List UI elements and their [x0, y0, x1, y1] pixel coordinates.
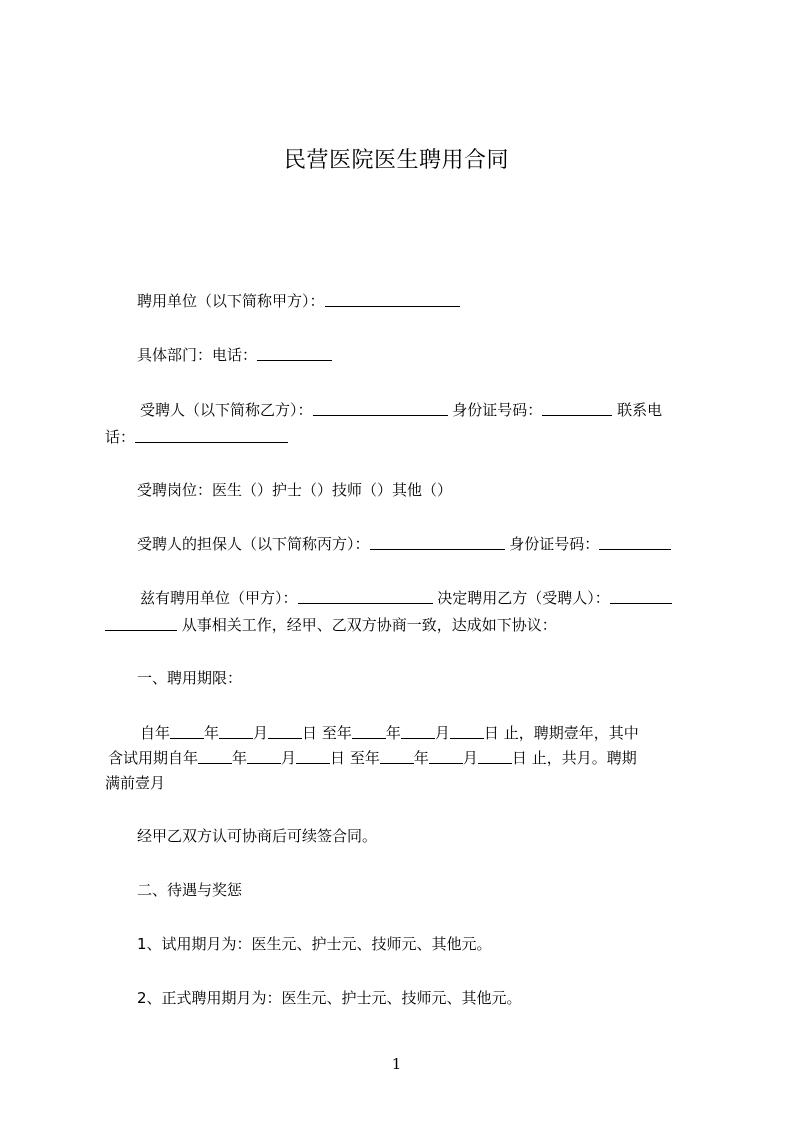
- employee-id-label: 身份证号码：: [452, 401, 543, 419]
- phone-blank[interactable]: [257, 345, 332, 361]
- term-to-label: 至年: [321, 724, 352, 742]
- term-day: 日: [483, 724, 499, 742]
- employer-line: [105, 288, 729, 314]
- term-blank[interactable]: [478, 748, 512, 764]
- term-blank[interactable]: [380, 748, 414, 764]
- term-line-2: [105, 745, 700, 771]
- contact-label-cont: 话：: [105, 428, 136, 446]
- employee-line: [105, 397, 732, 423]
- guarantor-blank[interactable]: [370, 534, 505, 550]
- term-day: 日: [302, 724, 318, 742]
- guarantor-id-label: 身份证号码：: [509, 535, 600, 553]
- position-line: 受聘岗位：医生（）护士（）技师（）其他（）: [137, 481, 453, 499]
- term-line-1: [105, 720, 732, 746]
- term-day: 日: [511, 749, 527, 767]
- hire-employee-label: 决定聘用乙方（受聘人）：: [437, 589, 610, 607]
- contact-line: [105, 424, 697, 450]
- employee-label: 受聘人（以下简称乙方）：: [140, 401, 313, 419]
- hire-employee-blank[interactable]: [610, 588, 672, 604]
- guarantor-id-blank[interactable]: [599, 534, 671, 550]
- term-day: 日: [330, 749, 346, 767]
- term-tail: 止，聘期壹年，其中: [503, 724, 639, 742]
- guarantor-label: 受聘人的担保人（以下简称丙方）：: [137, 535, 370, 553]
- term-month: 月: [434, 724, 450, 742]
- employer-label: 聘用单位（以下简称甲方）：: [137, 292, 325, 310]
- section-2-heading: 二、待遇与奖惩: [137, 881, 243, 899]
- term-year: 年: [385, 724, 401, 742]
- term-from-label: 自年: [140, 724, 171, 742]
- term-year: 年: [204, 724, 220, 742]
- term-blank[interactable]: [170, 723, 204, 739]
- guarantor-line: [105, 531, 729, 557]
- term-blank[interactable]: [429, 748, 463, 764]
- probation-tail: 止，共月。聘期: [531, 749, 637, 767]
- employee-id-blank[interactable]: [542, 400, 612, 416]
- probation-to-label: 至年: [349, 749, 380, 767]
- term-blank[interactable]: [352, 723, 386, 739]
- contact-phone-blank[interactable]: [135, 427, 288, 443]
- hire-line-2: [105, 612, 697, 638]
- term-month: 月: [253, 724, 269, 742]
- term-blank[interactable]: [450, 723, 484, 739]
- renew-line: 经甲乙双方认可协商后可续签合同。: [137, 827, 378, 845]
- term-blank[interactable]: [198, 748, 232, 764]
- pay-item-1: 1、试用期月为：医生元、护士元、技师元、其他元。: [137, 935, 492, 953]
- hire-statement: 从事相关工作，经甲、乙双方协商一致，达成如下协议：: [181, 616, 557, 634]
- term-month: 月: [281, 749, 297, 767]
- term-blank[interactable]: [219, 723, 253, 739]
- contact-label: 联系电: [617, 401, 663, 419]
- page-number: 1: [391, 1055, 402, 1073]
- probation-from-label: 含试用期自年: [108, 749, 199, 767]
- department-line: [105, 342, 729, 368]
- term-year: 年: [232, 749, 248, 767]
- term-month: 月: [462, 749, 478, 767]
- term-year: 年: [413, 749, 429, 767]
- department-label: 具体部门：电话：: [137, 346, 258, 364]
- hire-employee-blank-cont[interactable]: [105, 615, 177, 631]
- term-blank[interactable]: [296, 748, 330, 764]
- term-blank[interactable]: [268, 723, 302, 739]
- hire-employer-blank[interactable]: [298, 588, 433, 604]
- term-line-3: 满前壹月: [105, 774, 166, 792]
- hire-line-1: [105, 585, 732, 611]
- employer-blank[interactable]: [325, 291, 460, 307]
- section-1-heading: 一、聘用期限：: [137, 669, 243, 687]
- term-blank[interactable]: [247, 748, 281, 764]
- pay-item-2: 2、正式聘用期月为：医生元、护士元、技师元、其他元。: [137, 989, 522, 1007]
- document-title: 民营医院医生聘用合同: [283, 148, 509, 173]
- employee-blank[interactable]: [313, 400, 448, 416]
- hire-employer-label: 兹有聘用单位（甲方）：: [140, 589, 298, 607]
- term-blank[interactable]: [401, 723, 435, 739]
